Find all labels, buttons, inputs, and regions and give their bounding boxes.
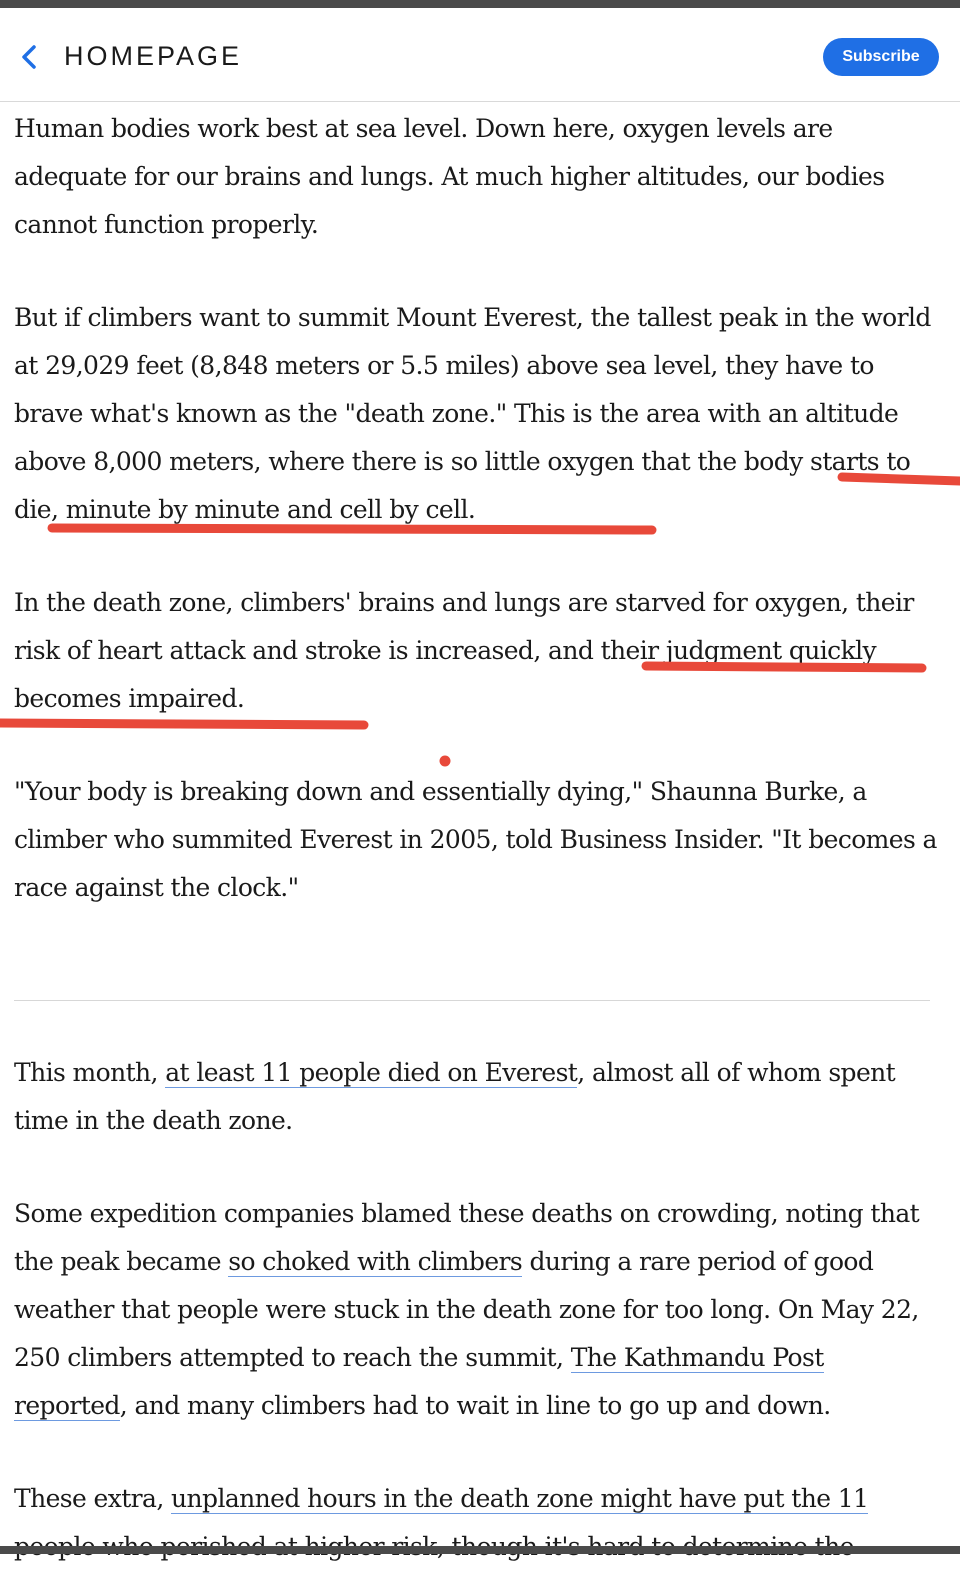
link-kathmandu-post[interactable]: The Kathmandu Post reported bbox=[14, 1343, 824, 1420]
paragraph-7 bbox=[14, 1475, 939, 1571]
paragraph-7-text-a: These extra, bbox=[14, 1484, 172, 1513]
paragraph-2: But if climbers want to summit Mount Everest, the tallest peak in the world at 29,029 feet (8,848 meters or 5.5 miles) above sea level, they have to brave what's known as the "death zone." This is the area with an altitude above 8,000 meters, where there is so little oxygen that the body starts to die, minute by minute and cell by cell. bbox=[14, 303, 931, 524]
highlight-stroke-4 bbox=[0, 723, 364, 725]
paragraph-3: In the death zone, climbers' brains and lungs are starved for oxygen, their risk of heart attack and stroke is increased, and their judgment quickly becomes impaired. bbox=[14, 588, 914, 713]
back-chevron-icon[interactable] bbox=[14, 42, 44, 72]
bottom-status-strip bbox=[0, 1546, 960, 1554]
paragraph-6-text-a: Some expedition companies blamed these deaths on crowding, noting that the peak became bbox=[14, 1199, 920, 1276]
paragraph-6-text-b: during a rare period of good weather that people were stuck in the death zone for too long. On May 22, 250 climbers attempted to reach the summit, bbox=[14, 1247, 919, 1372]
top-status-strip bbox=[0, 0, 960, 8]
link-unplanned-hours[interactable]: unplanned hours in the death zone might have put the 11 bbox=[171, 1484, 869, 1513]
paragraph-6-text-c: , and many climbers had to wait in line to go up and down. bbox=[119, 1391, 831, 1420]
paragraph-5-text-b: , almost all of whom spent time in the death zone. bbox=[14, 1058, 896, 1135]
annotation-dot bbox=[440, 756, 451, 767]
section-divider bbox=[14, 1000, 930, 1001]
link-everest-deaths[interactable]: at least 11 people died on Everest bbox=[165, 1058, 578, 1087]
paragraph-1: Human bodies work best at sea level. Down here, oxygen levels are adequate for our brains and lungs. At much higher altitudes, our bodies cannot function properly. bbox=[14, 114, 885, 239]
subscribe-button[interactable]: Subscribe bbox=[823, 38, 939, 76]
paragraph-5 bbox=[14, 1049, 939, 1145]
paragraph-6 bbox=[14, 1190, 939, 1430]
article-header bbox=[0, 8, 960, 102]
paragraph-4: "Your body is breaking down and essentially dying," Shaunna Burke, a climber who summited Everest in 2005, told Business Insider. "It becomes a race against the clock." bbox=[14, 777, 937, 902]
paragraph-5-text-a: This month, bbox=[14, 1058, 166, 1087]
link-choked-with-climbers[interactable]: so choked with climbers bbox=[228, 1247, 523, 1276]
homepage-link[interactable]: HOMEPAGE bbox=[64, 41, 243, 71]
